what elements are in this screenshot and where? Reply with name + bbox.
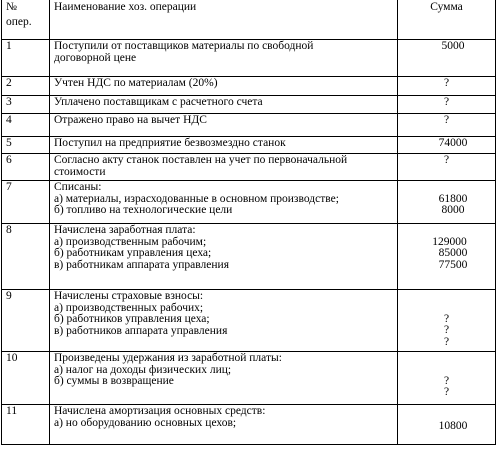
table-row (2, 77, 496, 96)
description-line: а) материалы, израсходованные в основном производстве; (54, 192, 339, 205)
operation-amount (398, 352, 496, 405)
amount-value: ? (443, 114, 450, 126)
header-amount-label: Сумма (430, 1, 463, 13)
operation-description (50, 224, 398, 290)
operation-description (50, 77, 398, 96)
amount-spacer (402, 364, 491, 376)
description-line: Уплачено поставщикам с расчетного счета (54, 96, 263, 108)
table-row (2, 352, 496, 405)
operation-description (50, 290, 398, 352)
description-line: а) производственным рабочим; (54, 235, 207, 248)
table-row (2, 154, 496, 181)
operation-description (50, 181, 398, 224)
description-line: Начислена заработная плата: (54, 224, 196, 236)
header-amount-cell (398, 0, 496, 40)
amount-value: 5000 (441, 40, 465, 52)
header-desc-cell (50, 0, 398, 40)
amount-value: 10800 (438, 419, 468, 432)
description-line: б) суммы в возвращение (54, 375, 174, 387)
operation-description (50, 40, 398, 77)
amount-value: ? (443, 77, 450, 89)
amount-value: ? (443, 154, 450, 166)
description-line: в) работникам аппарата управления (54, 258, 229, 271)
amount-spacer (402, 302, 491, 314)
description-line: Поступил на предприятие безвозмездно станок (54, 137, 286, 149)
operation-amount (398, 137, 496, 154)
description-line: в) работников аппарата управления (54, 324, 228, 337)
description-line: Начислена амортизация основных средств: (54, 405, 266, 417)
operation-number: 10 (2, 352, 50, 405)
header-num-line2: опер. (6, 15, 32, 28)
header-num-line1: № (6, 1, 17, 13)
amount-value: 85000 (438, 247, 468, 259)
amount-value: 8000 (441, 204, 465, 216)
amount-value: 61800 (438, 192, 468, 205)
table-row (2, 137, 496, 154)
table-row (2, 181, 496, 224)
table-row (2, 224, 496, 290)
amount-spacer (402, 409, 491, 421)
table-row (2, 114, 496, 137)
amount-value: ? (443, 96, 450, 108)
operation-description (50, 154, 398, 181)
operation-description (50, 96, 398, 114)
operation-description (50, 405, 398, 445)
description-line: договорной цене (54, 51, 137, 64)
operation-number: 6 (2, 154, 50, 181)
operation-description (50, 352, 398, 405)
description-line: б) работникам управления цеха; (54, 247, 212, 259)
description-line: стоимости (54, 165, 106, 178)
operation-number: 8 (2, 224, 50, 290)
operation-description (50, 137, 398, 154)
amount-value: ? (443, 335, 450, 348)
operations-table (1, 0, 496, 445)
operation-number: 1 (2, 40, 50, 77)
operation-number: 2 (2, 77, 50, 96)
operation-number: 5 (2, 137, 50, 154)
description-line: Списаны: (54, 181, 102, 193)
table-row (2, 96, 496, 114)
amount-value: ? (443, 374, 450, 387)
amount-value: ? (443, 386, 450, 398)
operation-number: 3 (2, 96, 50, 114)
operation-number: 7 (2, 181, 50, 224)
amount-value: ? (443, 312, 450, 325)
description-line: Согласно акту станок поставлен на учет по первоначальной (54, 154, 348, 166)
table-row (2, 40, 496, 77)
header-num-cell (2, 0, 50, 40)
amount-value: 77500 (438, 258, 468, 271)
description-line: Произведены удержания из заработной платы: (54, 352, 282, 364)
description-line: б) работников управления цеха; (54, 313, 210, 325)
operation-amount (398, 405, 496, 445)
operation-amount (398, 114, 496, 137)
header-desc-label: Наименование хоз. операции (54, 1, 197, 13)
amount-spacer (402, 225, 491, 237)
table-row (2, 405, 496, 445)
description-line: Учтен НДС по материалам (20%) (54, 77, 218, 89)
description-line: а) но оборудованию основных цехов; (54, 416, 237, 429)
operation-amount (398, 224, 496, 290)
operation-amount (398, 181, 496, 224)
amount-value: ? (443, 324, 450, 336)
operation-amount (398, 96, 496, 114)
amount-value: 74000 (438, 137, 468, 149)
operation-amount (398, 154, 496, 181)
amount-value: 129000 (432, 235, 467, 248)
amount-spacer (402, 182, 491, 194)
table-row (2, 290, 496, 352)
description-line: а) налог на доходы физических лиц; (54, 363, 232, 376)
operation-number: 11 (2, 405, 50, 445)
description-line: Поступили от поставщиков материалы по свободной (54, 40, 314, 52)
operation-amount (398, 40, 496, 77)
operation-amount (398, 77, 496, 96)
operation-number: 4 (2, 114, 50, 137)
header-row (2, 0, 496, 40)
operation-number: 9 (2, 290, 50, 352)
operation-amount (398, 290, 496, 352)
description-line: Начислены страховые взносы: (54, 290, 204, 302)
description-line: Отражено право на вычет НДС (54, 114, 207, 126)
description-line: а) производственных рабочих; (54, 301, 204, 314)
operation-description (50, 114, 398, 137)
description-line: б) топливо на технологические цели (54, 204, 233, 216)
